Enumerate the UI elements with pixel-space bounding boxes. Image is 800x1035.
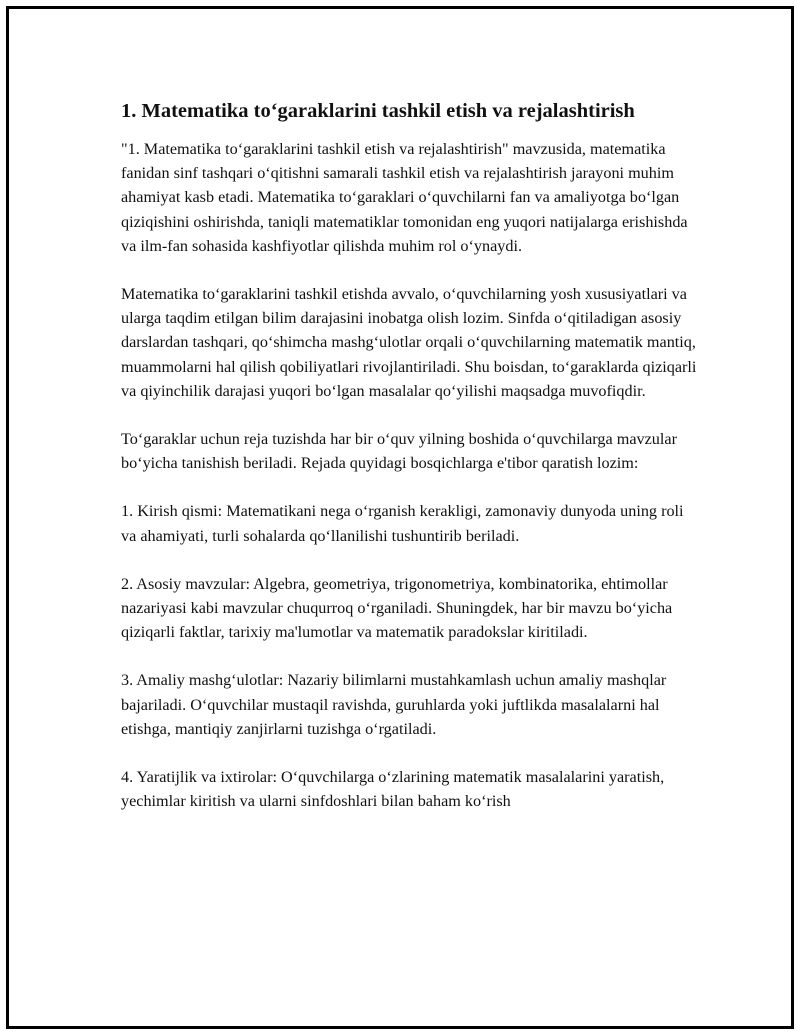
list-item-practical-lessons: 3. Amaliy mashg‘ulotlar: Nazariy bilimlarni mustahkamlash uchun amaliy mashqlar bajariladi. O‘quvchilar mustaqil ravishda, guruhlarda yoki juftlikda masalalarni hal etishga, mantiqiy zanjirlarni tuzishga o‘rgatiladi. (121, 671, 667, 738)
paragraph-organization: Matematika to‘garaklarini tashkil etishda avvalo, o‘quvchilarning yosh xususiyatlari va ularga taqdim etilgan bilim darajasini inobatga olish lozim. Sinfda o‘qitiladigan asosiy darslardan tashqari, qo‘shimcha mashg‘ulotlar orqali o‘quvchilarning matematik mantiq, muammolarni hal qilish qobiliyatlari rivojlantiriladi. Shu boisdan, to‘garaklarda qiziqarli va qiyinchilik darajasi yuqori bo‘lgan masalalar qo‘yilishi maqsadga muvofiqdir. (121, 285, 697, 400)
paragraph-planning: To‘garaklar uchun reja tuzishda har bir o‘quv yilning boshida o‘quvchilarga mavzular bo‘yicha tanishish beriladi. Rejada quyidagi bosqichlarga e'tibor qaratish lozim: (121, 430, 677, 473)
list-item-main-topics: 2. Asosiy mavzular: Algebra, geometriya, trigonometriya, kombinatorika, ehtimollar nazariyasi kabi mavzular chuqurroq o‘rganiladi. Shuningdek, har bir mavzu bo‘yicha qiziqarli faktlar, tarixiy ma'lumotlar va matematik paradokslar kiritiladi. (121, 574, 673, 642)
list-item-introduction: 1. Kirish qismi: Matematikani nega o‘rganish kerakligi, zamonaviy dunyoda uning roli va ahamiyati, turli sohalarda qo‘llanilishi tushuntirib beriladi. (121, 502, 684, 545)
paragraph-intro: "1. Matematika to‘garaklarini tashkil etish va rejalashtirish" mavzusida, matematika fanidan sinf tashqari o‘qitishni samarali tashkil etish va rejalashtirish jarayoni muhim ahamiyat kasb etadi. Matematika to‘garaklari o‘quvchilarni fan va amaliyotga bo‘lgan qiziqishini oshirishda, taniqli matematiklar tomonidan eng yuqori natijalarga erishishda va ilm-fan sohasida kashfiyotlar qilishda muhim rol o‘ynaydi. (121, 140, 688, 255)
list-item-creativity: 4. Yaratijlik va ixtirolar: O‘quvchilarga o‘zlarining matematik masalalarini yaratish, yechimlar kiritish va ularni sinfdoshlari bilan baham ko‘rish (121, 768, 665, 811)
document-title: 1. Matematika to‘garaklarini tashkil etish va rejalashtirish (121, 100, 635, 122)
document-body (121, 97, 701, 837)
page-frame (6, 6, 794, 1029)
